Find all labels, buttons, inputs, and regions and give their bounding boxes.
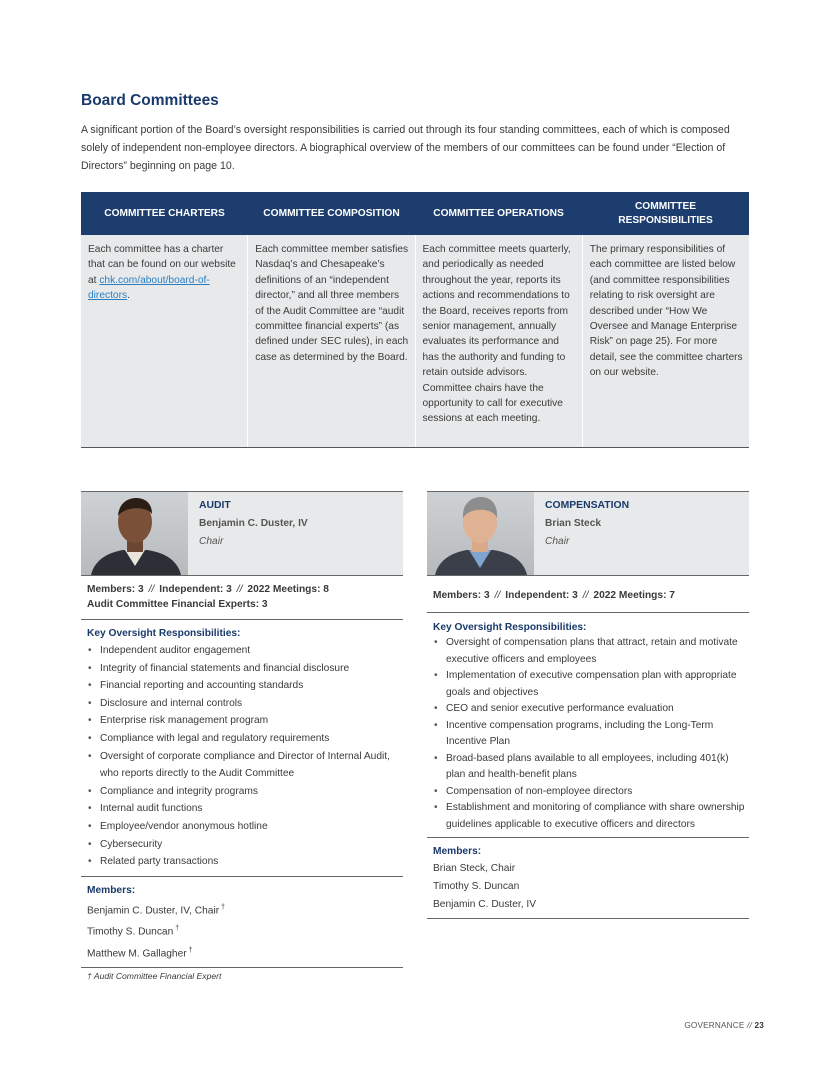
compensation-chair-role: Chair [545,536,570,547]
responsibility-item: • CEO and senior executive performance evaluation [427,701,749,718]
divider [81,876,403,877]
responsibility-item: • Employee/vendor anonymous hotline [81,818,403,836]
audit-chair-role: Chair [199,536,224,547]
table-header-row [81,192,749,235]
responsibility-item: • Establishment and monitoring of compliance with share ownership guidelines applicable to executive officers and directors [427,800,749,833]
header-responsibilities: COMMITTEE RESPONSIBILITIES [618,200,713,226]
stat-separator: // [494,590,501,601]
responsibility-item: • Internal audit functions [81,800,403,818]
divider [427,918,749,919]
page-footer [684,1021,764,1030]
compensation-independent-stat: Independent: 3 [505,590,578,601]
divider [81,967,403,968]
cell-composition: Each committee member satisfies Nasdaq’s and Chesapeake’s definitions of an “independent director,” and all three members of the Audit Committee are “audit committee financial experts” (as defined under SEC rules), in each case as determined by the Board. [247,235,414,447]
audit-footnote: † Audit Committee Financial Expert [87,970,222,981]
compensation-members-list [427,860,749,914]
member-item: Timothy S. Duncan [433,881,520,892]
charters-end: . [127,290,130,302]
audit-members-label: Members: [87,884,136,896]
charters-text: Each committee has a charter that can be found on our website at [88,244,236,286]
responsibility-item: • Oversight of corporate compliance and Director of Internal Audit, who reports directly to the Audit Committee [81,748,403,783]
dagger-mark: † [175,925,180,933]
responsibility-item: • Compliance and integrity programs [81,783,403,801]
responsibility-item: • Broad-based plans available to all employees, including 401(k) plan and health-benefit plans [427,751,749,784]
responsibility-item: • Cybersecurity [81,836,403,854]
member-name: Timothy S. Duncan [87,926,174,938]
audit-title: AUDIT [199,500,231,511]
dagger-mark: † [221,903,226,911]
cell-operations: Each committee meets quarterly, and periodically as needed throughout the year, reports its actions and recommendations to the Board, receives reports from senior management, annually evaluates its performance and has the authority and funding to retain outside advisors. Committee chairs have the opportunity to call for executive sessions at each meeting. [415,235,582,447]
audit-key-label: Key Oversight Responsibilities: [87,628,241,639]
audit-stats [81,582,403,612]
compensation-stats [427,588,749,603]
compensation-members-stat: Members: 3 [433,590,490,601]
compensation-meetings-stat: 2022 Meetings: 7 [593,590,675,601]
responsibility-item: • Integrity of financial statements and financial disclosure [81,660,403,678]
audit-committee-card [81,491,403,981]
header-composition: COMMITTEE COMPOSITION [263,207,400,219]
member-item: Benjamin C. Duster, IV [433,899,537,910]
audit-members-list [81,899,403,963]
audit-independent-stat: Independent: 3 [159,584,232,595]
compensation-key-label: Key Oversight Responsibilities: [433,622,587,633]
compensation-card-header [427,491,749,576]
responsibility-item: • Independent auditor engagement [81,642,403,660]
compensation-chair-name: Brian Steck [545,518,602,529]
member-name: Benjamin C. Duster, IV, Chair [87,905,220,917]
responsibility-item: • Oversight of compensation plans that attract, retain and motivate executive officers and employees [427,635,749,668]
compensation-members-label: Members: [433,846,482,857]
member-item: Brian Steck, Chair [433,863,516,874]
divider [81,619,403,620]
compensation-committee-card [427,491,749,919]
board-of-directors-link[interactable]: chk.com/about/board-of-directors [88,274,210,302]
responsibility-item: • Incentive compensation programs, including the Long-Term Incentive Plan [427,718,749,751]
intro-paragraph: A significant portion of the Board’s oversight responsibilities is carried out through its four standing committees, each of which is composed solely of independent non-employee directors. A biographical overview of the members of our committees can be found under “Election of Directors” beginning on page 10. [81,124,730,172]
cell-responsibilities: The primary responsibilities of each committee are listed below (and committee responsibilities relating to risk oversight are described under “How We Oversee and Manage Enterprise Risk” on page 25). For more detail, see the committee charters on our website. [582,235,749,447]
divider [427,612,749,613]
responsibility-item: • Financial reporting and accounting standards [81,677,403,695]
responsibility-item: • Disclosure and internal controls [81,695,403,713]
compensation-responsibilities-list [427,635,749,833]
audit-chair-photo [81,492,188,575]
audit-members-stat: Members: 3 [87,584,144,595]
compensation-chair-photo [427,492,534,575]
footer-separator: // [747,1021,752,1030]
page-number: 23 [754,1021,764,1030]
member-name: Matthew M. Gallagher [87,947,187,959]
stat-separator: // [582,590,589,601]
stat-separator: // [148,584,155,595]
audit-experts-stat: Audit Committee Financial Experts: 3 [87,599,268,610]
committee-info-table [81,192,749,448]
table-body-row [81,235,749,448]
member-item [81,942,403,963]
header-operations: COMMITTEE OPERATIONS [433,207,564,219]
page-title: Board Committees [81,92,219,109]
footer-section: GOVERNANCE [684,1021,745,1030]
stat-separator: // [236,584,243,595]
compensation-title: COMPENSATION [545,500,630,511]
audit-chair-name: Benjamin C. Duster, IV [199,518,308,529]
divider [427,837,749,838]
responsibility-item: • Related party transactions [81,853,403,871]
responsibility-item: • Enterprise risk management program [81,712,403,730]
member-item [81,899,403,920]
member-item [81,920,403,941]
dagger-mark: † [188,946,193,954]
responsibility-item: • Compensation of non-employee directors [427,784,749,801]
audit-responsibilities-list [81,642,403,871]
responsibility-item: • Compliance with legal and regulatory requirements [81,730,403,748]
audit-card-header [81,491,403,576]
audit-meetings-stat: 2022 Meetings: 8 [247,584,329,595]
responsibility-item: • Implementation of executive compensation plan with appropriate goals and objectives [427,668,749,701]
cell-charters [81,235,247,447]
header-charters: COMMITTEE CHARTERS [104,207,225,219]
